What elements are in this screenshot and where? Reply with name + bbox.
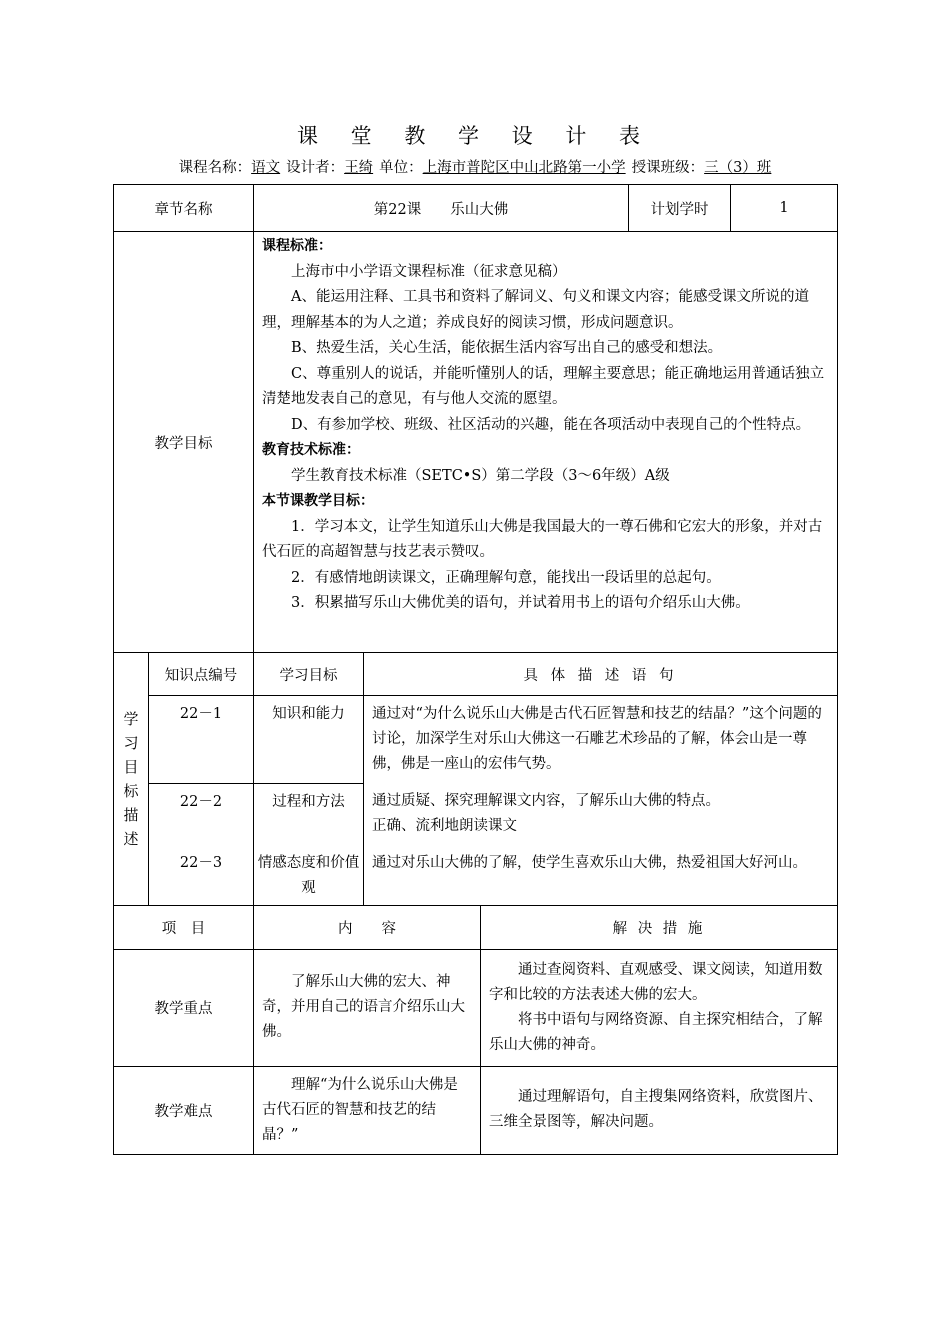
tech-heading: 教育技术标准：: [262, 442, 360, 458]
side-char: 学: [123, 709, 139, 728]
course-meta-line: [0, 156, 950, 177]
knowledge-desc-line: 通过质疑、探究理解课文内容，了解乐山大佛的特点。: [372, 793, 720, 809]
knowledge-id: 22－3: [149, 845, 254, 905]
side-char: 描: [123, 805, 139, 824]
designer-label: 设计者：: [286, 160, 345, 176]
lesson-objective-1: 1．学习本文，让学生知道乐山大佛是我国最大的一尊石佛和它宏大的形象，并对古代石匠的高超智慧与技艺表示赞叹。: [262, 518, 823, 560]
chapter-row: [114, 185, 838, 232]
lesson-design-table: [113, 184, 838, 1155]
plan-row: [114, 949, 838, 1066]
plan-measures-header: 解 决 措 施: [481, 905, 838, 949]
objectives-label: 教学目标: [114, 232, 254, 653]
standard-name: 上海市中小学语文课程标准（征求意见稿）: [291, 263, 567, 280]
knowledge-desc: [364, 783, 838, 845]
knowledge-id-header: 知识点编号: [149, 653, 254, 696]
knowledge-side-label: [114, 653, 149, 906]
plan-content: 了解乐山大佛的宏大、神奇，并用自己的语言介绍乐山大佛。: [254, 949, 481, 1066]
lesson-objective-3: 3．积累描写乐山大佛优美的语句，并试着用书上的语句介绍乐山大佛。: [291, 595, 750, 611]
standard-heading: 课程标准：: [262, 238, 332, 254]
knowledge-desc-line: 正确、流利地朗读课文: [372, 818, 517, 834]
knowledge-desc: 通过对乐山大佛的了解，使学生喜欢乐山大佛，热爱祖国大好河山。: [364, 845, 838, 905]
course-value: 语文: [251, 160, 281, 176]
plan-measure: 将书中语句与网络资源、自主探究相结合，了解乐山大佛的神奇。: [489, 1011, 823, 1053]
knowledge-goal: 知识和能力: [254, 696, 364, 784]
hours-value: 1: [731, 185, 838, 232]
standard-item-a: A、能运用注释、工具书和资料了解词义、句义和课文内容；能感受课文所说的道理，理解基本的为人之道；养成良好的阅读习惯，形成问题意识。: [262, 289, 809, 331]
knowledge-goal: 情感态度和价值观: [254, 845, 364, 905]
tech-text: 学生教育技术标准（SETC•S）第二学段（3～6年级）A级: [291, 467, 670, 484]
knowledge-goal: 过程和方法: [254, 783, 364, 845]
knowledge-row: [114, 696, 838, 784]
knowledge-desc: 通过对“为什么说乐山大佛是古代石匠智慧和技艺的结晶？”这个问题的讨论，加深学生对乐山大佛这一石雕艺术珍品的了解，体会山是一尊佛，佛是一座山的宏伟气势。: [364, 696, 838, 784]
objectives-row: [114, 232, 838, 653]
lesson-title: 第22课 乐山大佛: [254, 185, 629, 232]
side-char: 标: [123, 781, 139, 800]
plan-content: 理解“为什么说乐山大佛是古代石匠的智慧和技艺的结晶？”: [254, 1066, 481, 1154]
hours-label: 计划学时: [629, 185, 731, 232]
plan-header-row: [114, 905, 838, 949]
plan-measure: 通过查阅资料、直观感受、课文阅读，知道用数字和比较的方法表述大佛的宏大。: [489, 961, 823, 1003]
objectives-content: [254, 232, 838, 653]
knowledge-id: 22－2: [149, 783, 254, 845]
lesson-objective-2: 2．有感情地朗读课文，正确理解句意，能找出一段话里的总起句。: [291, 569, 721, 586]
class-value: 三（3）班: [704, 160, 772, 176]
plan-measures: [481, 1066, 838, 1154]
plan-row: [114, 1066, 838, 1154]
plan-content-header: 内 容: [254, 905, 481, 949]
plan-item: 教学难点: [114, 1066, 254, 1154]
lesson-objectives-heading: 本节课教学目标：: [262, 493, 374, 509]
knowledge-row: [114, 845, 838, 905]
side-char: 目: [123, 757, 139, 776]
knowledge-desc-header: 具 体 描 述 语 句: [364, 653, 838, 696]
knowledge-row: [114, 783, 838, 845]
plan-item: 教学重点: [114, 949, 254, 1066]
side-char: 述: [123, 829, 139, 848]
plan-measure: 通过理解语句，自主搜集网络资料，欣赏图片、三维全景图等，解决问题。: [489, 1089, 823, 1130]
designer-value: 王绮: [344, 160, 374, 176]
class-label: 授课班级：: [631, 160, 705, 176]
chapter-label: 章节名称: [114, 185, 254, 232]
course-label: 课程名称：: [178, 160, 252, 176]
standard-item-d: D、有参加学校、班级、社区活动的兴趣，能在各项活动中表现自己的个性特点。: [291, 416, 811, 433]
plan-item-header: 项 目: [114, 905, 254, 949]
unit-label: 单位：: [379, 160, 423, 176]
unit-value: 上海市普陀区中山北路第一小学: [422, 160, 626, 176]
standard-item-c: C、尊重别人的说话，并能听懂别人的话，理解主要意思；能正确地运用普通话独立清楚地发表自己的意见，有与他人交流的愿望。: [262, 365, 825, 407]
knowledge-goal-header: 学习目标: [254, 653, 364, 696]
knowledge-id: 22－1: [149, 696, 254, 784]
side-char: 习: [123, 733, 139, 752]
document-title: 课 堂 教 学 设 计 表: [296, 124, 654, 148]
standard-item-b: B、热爱生活，关心生活，能依据生活内容写出自己的感受和想法。: [291, 340, 723, 356]
plan-measures: [481, 949, 838, 1066]
knowledge-header-row: [114, 653, 838, 696]
